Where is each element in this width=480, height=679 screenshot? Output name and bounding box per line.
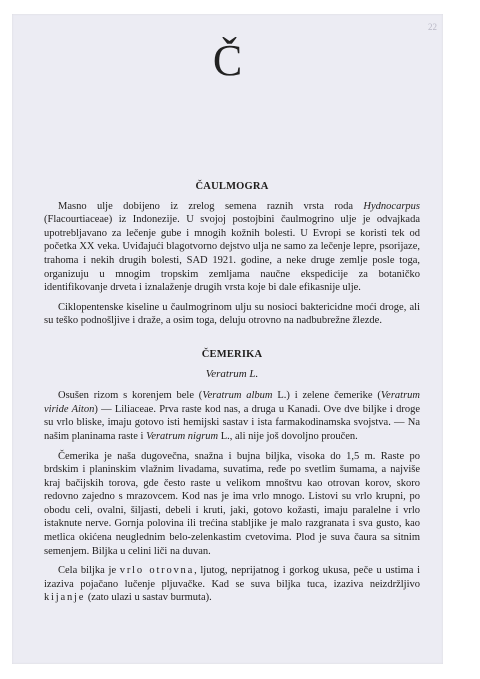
genus-name: Hydnocarpus [363, 200, 420, 212]
species-name: Veratrum album [202, 390, 273, 402]
chapter-letter: Č [212, 36, 243, 85]
page-number: 22 [428, 22, 437, 32]
section-title-cemerika: ČEMERIKA [201, 348, 263, 360]
paragraph: Čemerika je naša dugovečna, snažna i bujna biljka, visoka do 1,5 m. Raste po brdskim i planinskim vlažnim livadama, suvatima, ređe po svetlim šumama, a najviše kraj bačijskih torova, gde često raste u velikom mnoštvu kao otrovan korov, skoro redovno zajedno s mrazovcem. Kod nas je ima vrlo mnogo. Listovi su vrlo krupni, po obodu celi, ovalni, šiljasti, debeli i kruti, jaki, gotovo kožasti, imaju paralelne i vrlo istaknute nerve. Gornja polovina ili trećina stabljike je malo razgranata i sva gusto, kao metlica okićena neuglednim belo-zelenkastim cvetovima. Plod je suva čaura sa sitnim semenjem. Biljka u celini liči na duvan. [44, 450, 420, 557]
text-run: Cela biljka je [58, 565, 120, 577]
species-name: Veratrum viride Aiton [44, 390, 420, 415]
text-run: L., ali nije još dovoljno proučen. [218, 430, 358, 442]
section-title-caulmogra: ČAULMOGRA [195, 181, 269, 192]
paragraph [44, 564, 420, 605]
section-subtitle: Veratrum L. [205, 367, 259, 380]
text-run: (Flacourtiaceae) iz Indonezije. U svojoj postojbini čaulmogrino ulje je odvajkada upotrebljavano za lečenje gube i mnogih kožnih bolesti. U Evropi se koristi tek od početka XX veka. Uviđajući blagotvorno dejstvo ulja ne samo za lečenje lepre, psorijaze, trahoma i nekih drugih bolesti, SAD 1921. godine, a neke druge zemlje posle toga, organizuju u mnogim tropskim zemljama naučne ekspedicije za botaničko identifikovanje drveta i iznalaženje drugih vrsta koje bi dale efikasnije ulje. [44, 214, 420, 294]
species-name: Veratrum nigrum [146, 430, 219, 442]
article-body [44, 180, 420, 611]
paragraph: Ciklopentenske kiseline u čaulmogrinom ulju su nosioci baktericidne moći droge, ali su teško podnošljive i draže, a osim toga, deluju otrovno na nadbubrežne žlezde. [44, 301, 420, 327]
text-run: Masno ulje dobijeno iz zrelog semena raznih vrsta roda [58, 200, 364, 212]
text-run: L.) i zelene čemerike ( [272, 390, 381, 402]
paragraph [44, 200, 420, 295]
emphasized-text: vrlo otrovna [119, 565, 195, 577]
text-run: , ljutog, neprijatnog i gorkog ukusa, peče u ustima i izaziva pojačano lučenje pljuvačke. Kad se suva biljka tuca, izaziva neizdržljivo [44, 565, 420, 590]
text-run: Osušen rizom s korenjem bele ( [58, 390, 203, 402]
text-run: ) — Liliaceae. Prva raste kod nas, a druga u Kanadi. Ove dve biljke i droge su vrlo bliske, imaju gotovo isti hemijski sastav i ista farmakodinamska svojstva. — Na našim planinama raste i [44, 403, 420, 442]
emphasized-text: kijanje [44, 592, 86, 604]
paragraph [44, 389, 420, 443]
text-run: (zato ulazi u sastav burmuta). [85, 592, 212, 604]
